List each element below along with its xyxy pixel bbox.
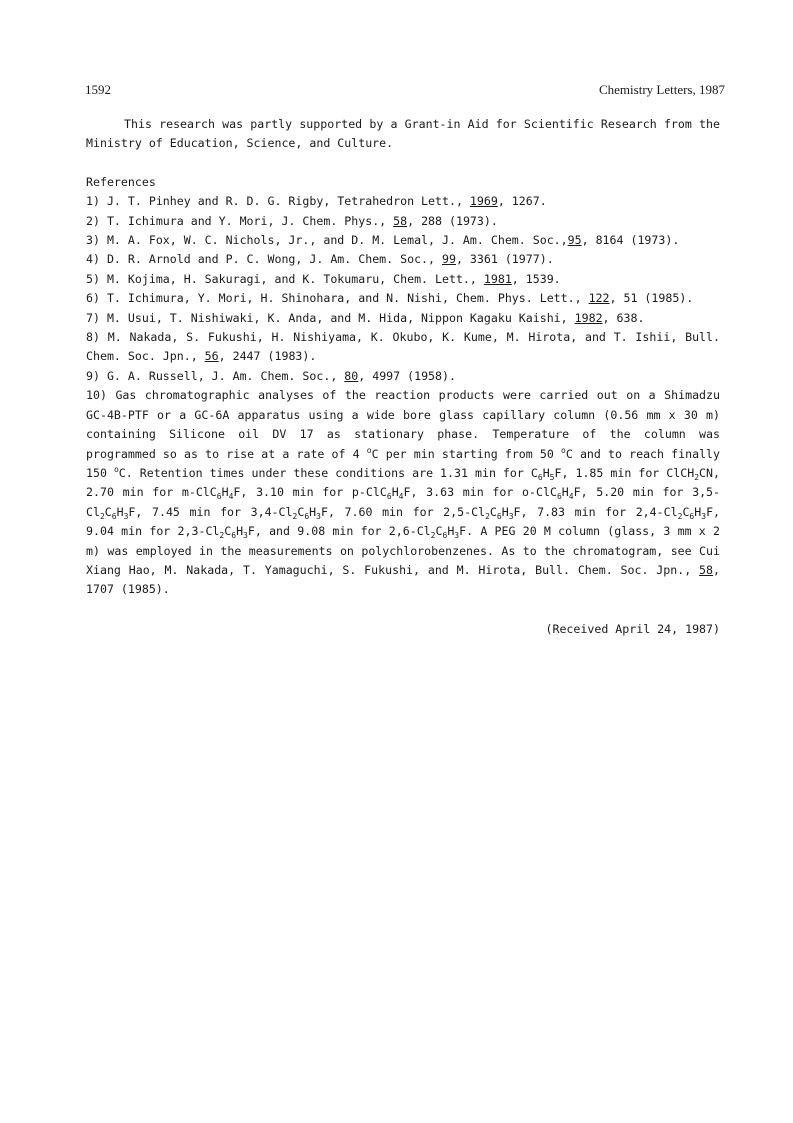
chem-formula: $Cl_2C_6H_3F$	[416, 524, 467, 541]
chem-formula: $ClC_6H_4F$	[535, 485, 581, 502]
reference-item: 9) G. A. Russell, J. Am. Chem. Soc., 80, 4997 (1958).	[86, 368, 456, 383]
reference-list	[86, 192, 720, 600]
page-number: 1592	[85, 82, 111, 97]
acknowledgement: This research was partly supported by a Grant-in Aid for Scientific Research from the Ministry of Education, Science, and Culture.	[86, 117, 720, 151]
journal-header: Chemistry Letters, 1987	[598, 82, 725, 97]
received-date: (Received April 24, 1987)	[545, 621, 720, 636]
chem-formula: ClCH$_2$CN	[666, 465, 714, 482]
reference-item: 8) M. Nakada, S. Fukushi, H. Nishiyama, K. Okubo, K. Kume, M. Hirota, and T. Ishii, Bull. Chem. Soc. Jpn., 56, 2447 (1983).	[86, 330, 720, 364]
references-heading: References	[86, 174, 156, 189]
chem-formula: $Cl_2C_6H_3F$	[86, 504, 136, 521]
chem-formula: $Cl_2C_6H_3F$	[205, 524, 255, 541]
chem-formula: $Cl_2C_6H_3F$	[278, 504, 328, 521]
reference-item: 4) D. R. Arnold and P. C. Wong, J. Am. Chem. Soc., 99, 3361 (1977).	[86, 252, 554, 267]
reference-item: 3) M. A. Fox, W. C. Nichols, Jr., and D. M. Lemal, J. Am. Chem. Soc.,95, 8164 (1973).	[86, 233, 680, 248]
reference-item-10: 10) Gas chromatographic analyses of the reaction products were carried out on a Shimadzu GC-4B-PTF or a GC-6A apparatus using a wide bore glass capillary column (0.56 mm x 30 m) containing Silicone oil DV 17 as stationary phase. Temperature of the column was programmed so as to rise at a rate of 4 $^o$C per min starting from 50 $^o$C and to reach finally 150 $^o$C. Retention times under these conditions are 1.31 min for $C_6H_5F$, 1.85 min for ClCH$_2$CN, 2.70 min for $m-ClC_6H_4F$, 3.10 min for $p-ClC_6H_4F$, 3.63 min for $o-ClC_6H_4F$, 5.20 min for $3,5-Cl_2C_6H_3F$, 7.45 min for $3,4-Cl_2C_6H_3F$, 7.60 min for $2,5-Cl_2C_6H_3F$, 7.83 min for $2,4-Cl_2C_6H_3F$, 9.04 min for $2,3-Cl_2C_6H_3F$, and 9.08 min for $2,6-Cl_2C_6H_3F$. A PEG 20 M column (glass, 3 mm x 2 m) was employed in the measurements on polychlorobenzenes. As to the chromatogram, see Cui Xiang Hao, M. Nakada, T. Yamaguchi, S. Fukushi, and M. Hirota, Bull. Chem. Soc. Jpn., 58, 1707 (1985).	[86, 388, 721, 597]
reference-item: 5) M. Kojima, H. Sakuragi, and K. Tokumaru, Chem. Lett., 1981, 1539.	[86, 271, 561, 286]
reference-item: 7) M. Usui, T. Nishiwaki, K. Anda, and M. Hida, Nippon Kagaku Kaishi, 1982, 638.	[86, 310, 645, 325]
reference-item: 1) J. T. Pinhey and R. D. G. Rigby, Tetrahedron Lett., 1969, 1267.	[86, 194, 547, 209]
chem-formula: $C_6H_5F$	[530, 465, 562, 482]
reference-item: 6) T. Ichimura, Y. Mori, H. Shinohara, and N. Nishi, Chem. Phys. Lett., 122, 51 (1985).	[86, 291, 694, 306]
reference-item: 2) T. Ichimura and Y. Mori, J. Chem. Phys., 58, 288 (1973).	[86, 213, 498, 228]
chem-formula: $Cl_2C_6H_3F$	[663, 504, 714, 521]
article-body	[86, 115, 720, 651]
chem-formula: $ClC_6H_4F$	[195, 485, 241, 502]
chem-formula: $ClC_6H_4F$	[365, 485, 411, 502]
chem-formula: $Cl_2C_6H_3F$	[471, 504, 521, 521]
